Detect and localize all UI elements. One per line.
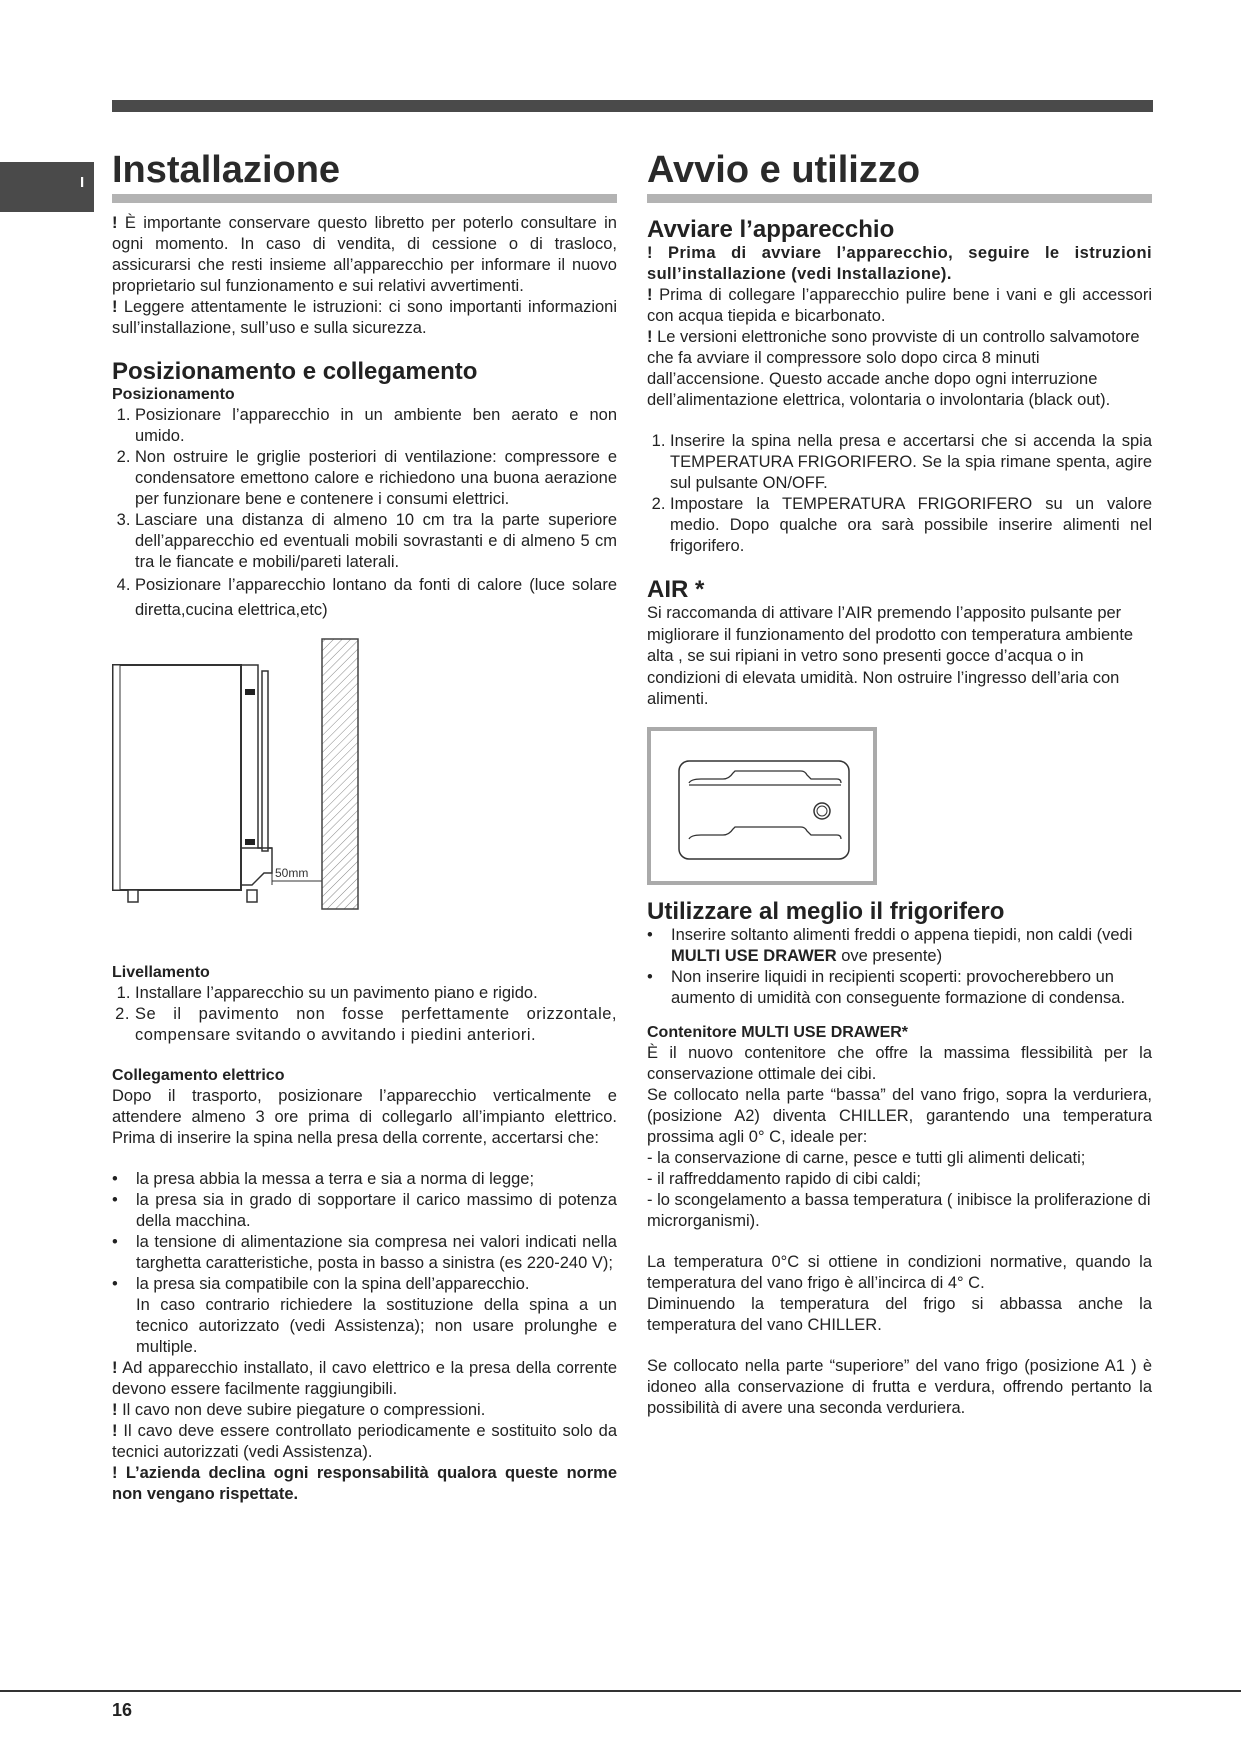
list-item: • Inserire soltanto alimenti freddi o appena tiepidi, non caldi (vedi MULTI USE DRAWER ove presente) <box>671 925 1152 967</box>
section-title-avvio: Avvio e utilizzo <box>647 150 1152 203</box>
drawer-p4: Diminuendo la temperatura del frigo si abbassa anche la temperatura del vano CHILLER. <box>647 1294 1152 1334</box>
drawer-p2: Se collocato nella parte “bassa” del vano frigo, sopra la verduriera,(posizione A2) diventa CHILLER, garantendo una temperatura prossima agli 0° C, ideale per: <box>647 1085 1152 1146</box>
installation-diagram <box>112 623 617 953</box>
start-steps <box>647 431 1152 557</box>
fridge-wall-distance-figure <box>112 623 617 953</box>
start-bold-note: ! Prima di avviare l’apparecchio, seguire le istruzioni sull’installazione (vedi Installazione). <box>647 244 1152 283</box>
heading-avviare: Avviare l’apparecchio <box>647 216 895 243</box>
drawer-p1: È il nuovo contenitore che offre la massima flessibilità per la conservazione ottimale dei cibi. <box>647 1043 1152 1083</box>
drawer-list-1: - la conservazione di carne, pesce e tutti gli alimenti delicati; <box>647 1148 1086 1167</box>
list-item: 1. Installare l’apparecchio su un pavimento piano e rigido. <box>135 983 617 1004</box>
language-tab <box>0 162 94 212</box>
fridge-body <box>113 665 241 890</box>
distance-label: 50mm <box>275 866 309 880</box>
list-item: 1. Posizionare l’apparecchio in un ambiente ben aerato e non umido. <box>135 405 617 447</box>
electrical-checklist <box>112 1169 617 1295</box>
footer-rule <box>0 1690 1241 1692</box>
column-avvio-utilizzo <box>647 150 1152 1419</box>
drawer-list-3: - lo scongelamento a bassa temperatura ( inibisce la proliferazione di microrganismi). <box>647 1190 1151 1230</box>
list-item: 1. Inserire la spina nella presa e accertarsi che si accenda la spia TEMPERATURA FRIGORIFERO. Se la spia rimane spenta, agire sul pulsante ON/OFF. <box>670 431 1152 494</box>
subheading-posizionamento: Posizionamento <box>112 386 235 403</box>
intro-note-2: ! Leggere attentamente le istruzioni: ci sono importanti informazioni sull’installazione, sull’uso e sulla sicurezza. <box>112 298 617 337</box>
final-warning: ! L’azienda declina ogni responsabilità qualora queste norme non vengano rispettate. <box>112 1464 617 1503</box>
list-item: 2. Se il pavimento non fosse perfettamente orizzontale, compensare svitando o avvitando i piedini anteriori. <box>135 1004 617 1046</box>
list-item: • la tensione di alimentazione sia compresa nei valori indicati nella targhetta caratteristiche, posta in basso a sinistra (es 220-240 V); <box>136 1232 617 1274</box>
subheading-collegamento-elettrico: Collegamento elettrico <box>112 1067 285 1084</box>
top-rule <box>112 100 1153 112</box>
electrical-note: In caso contrario richiedere la sostituzione della spina a un tecnico autorizzato (vedi Assistenza); non usare prolunghe e multiple. <box>136 1296 617 1356</box>
drawer-list-2: - il raffreddamento rapido di cibi caldi; <box>647 1169 921 1188</box>
heading-posizionamento-collegamento: Posizionamento e collegamento <box>112 358 478 385</box>
list-item: 4. Posizionare l’apparecchio lontano da fonti di calore (luce solare diretta,cucina elettrica,etc) <box>135 573 617 623</box>
drawer-p5: Se collocato nella parte “superiore” del vano frigo (posizione A1 ) è idoneo alla conservazione di frutta e verdura, offrendo pertanto la possibilità di avere una seconda verduriera. <box>647 1356 1152 1417</box>
drawer-p3: La temperatura 0°C si ottiene in condizioni normative, quando la temperatura del vano frigo è all’incirca di 4° C. <box>647 1252 1152 1292</box>
language-tab-label: I <box>80 174 85 191</box>
section-title-installazione: Installazione <box>112 150 617 203</box>
air-text: Si raccomanda di attivare l’AIR premendo l’apposito pulsante per migliorare il funzionamento del prodotto con temperatura ambiente alta , se sui ripiani in vetro sono presenti gocce d’acqua o in condizioni di elevata umidità. Non ostruire l’ingresso dell’aria con alimenti. <box>647 604 1134 708</box>
start-note-1: ! Prima di collegare l’apparecchio pulire bene i vani e gli accessori con acqua tiepida e bicarbonato. <box>647 286 1152 325</box>
column-installazione <box>112 150 617 1505</box>
warning-1: ! Ad apparecchio installato, il cavo elettrico e la presa della corrente devono essere facilmente raggiungibili. <box>112 1359 617 1398</box>
warning-2: ! Il cavo non deve subire piegature o compressioni. <box>112 1401 486 1419</box>
list-item: 2. Impostare la TEMPERATURA FRIGORIFERO su un valore medio. Dopo qualche ora sarà possibile inserire alimenti nel frigorifero. <box>670 494 1152 557</box>
list-item: 3. Lasciare una distanza di almeno 10 cm tra la parte superiore dell’apparecchio ed eventuali mobili sovrastanti e di almeno 5 cm tra le fiancate e mobili/pareti laterali. <box>135 510 617 573</box>
warning-3: ! Il cavo deve essere controllato periodicamente e sostituito solo da tecnici autorizzati (vedi Assistenza). <box>112 1422 617 1461</box>
list-item: • la presa abbia la messa a terra e sia a norma di legge; <box>136 1169 617 1190</box>
heading-air: AIR * <box>647 576 705 603</box>
start-note-2: ! Le versioni elettroniche sono provviste di un controllo salvamotore che fa avviare il compressore solo dopo circa 8 minuti dall’accensione. Questo accade anche dopo ogni interruzione dell’alimentazione elettrica, volontaria o involontaria (black out). <box>647 328 1140 409</box>
usage-tips <box>647 925 1152 1009</box>
list-item: • la presa sia in grado di sopportare il carico massimo di potenza della macchina. <box>136 1190 617 1232</box>
heading-utilizzare: Utilizzare al meglio il frigorifero <box>647 897 1005 925</box>
air-panel-drawing <box>651 731 873 881</box>
intro-note-1: ! È importante conservare questo libretto per poterlo consultare in ogni momento. In caso di vendita, di cessione o di trasloco, assicurarsi che resti insieme all’apparecchio per informare il nuovo proprietario sul funzionamento e sui relativi avvertimenti. <box>112 214 617 295</box>
assistance-link: vedi Assistenza <box>295 1317 415 1335</box>
subheading-livellamento: Livellamento <box>112 964 210 981</box>
subheading-multi-use-drawer: Contenitore MULTI USE DRAWER* <box>647 1023 909 1041</box>
positioning-list <box>112 405 617 623</box>
page-number: 16 <box>112 1700 133 1720</box>
list-item: • la presa sia compatibile con la spina dell’apparecchio. <box>136 1274 617 1295</box>
list-item: 2. Non ostruire le griglie posteriori di ventilazione: compressore e condensatore emettono calore e richiedono una buona aerazione per funzionare bene e contenere i consumi elettrici. <box>135 447 617 510</box>
list-item: • Non inserire liquidi in recipienti scoperti: provocherebbero un aumento di umidità con conseguente formazione di condensa. <box>671 967 1152 1009</box>
electrical-intro: Dopo il trasporto, posizionare l’apparecchio verticalmente e attendere almeno 3 ore prima di collegarlo all’impianto elettrico. Prima di inserire la spina nella presa della corrente, accertarsi che: <box>112 1087 617 1147</box>
wall <box>322 639 358 909</box>
air-panel-figure <box>647 727 877 885</box>
leveling-list <box>112 983 617 1046</box>
